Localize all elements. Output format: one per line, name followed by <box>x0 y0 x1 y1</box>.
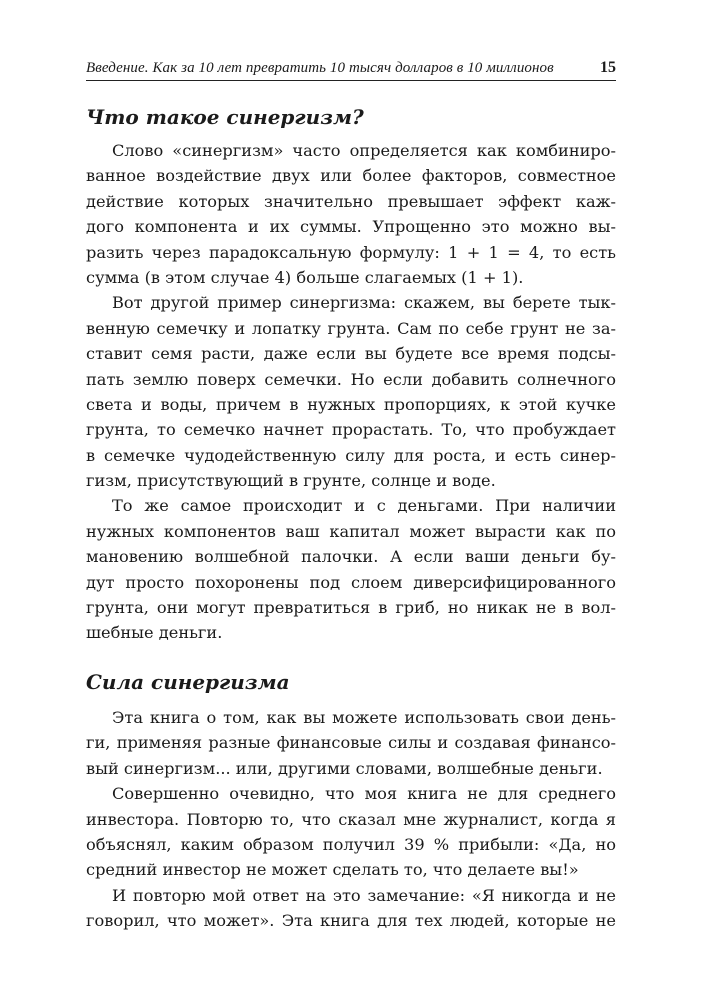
text-line: пать землю поверх семечки. Но если добавить солнечного <box>86 369 616 389</box>
text-line: ги, применяя разные финансовые силы и создавая финансо- <box>86 733 616 753</box>
section-body <box>86 138 616 646</box>
text-line: нужных компонентов ваш капитал может вырасти как по <box>86 521 616 541</box>
running-title: Введение. Как за 10 лет превратить 10 тысяч долларов в 10 миллионов <box>86 60 554 76</box>
section-body <box>86 705 616 934</box>
text-line: дого компонента и их суммы. Упрощенно это можно вы- <box>86 217 616 237</box>
section-heading: Сила синергизма <box>86 670 290 694</box>
text-line: средний инвестор не может сделать то, что делаете вы!» <box>86 860 579 880</box>
text-line: грунта, они могут превратиться в гриб, но никак не в вол- <box>86 598 616 618</box>
text-line: Эта книга о том, как вы можете использовать свои день- <box>112 708 616 727</box>
page-number: 15 <box>600 59 616 76</box>
text-line: гизм, присутствующий в грунте, солнце и воде. <box>86 471 496 491</box>
text-line: Слово «синергизм» часто определяется как комбиниро- <box>112 141 616 160</box>
text-line: действие которых значительно превышает эффект каж- <box>86 191 616 211</box>
text-line: венную семечку и лопатку грунта. Сам по себе грунт не за- <box>86 318 616 338</box>
text-line: сумма (в этом случае 4) больше слагаемых (1 + 1). <box>86 267 524 287</box>
text-line: ванное воздействие двух или более факторов, совместное <box>86 166 616 186</box>
text-line: Вот другой пример синергизма: скажем, вы берете тык- <box>112 293 616 313</box>
text-line: Совершенно очевидно, что моя книга не для среднего <box>112 784 616 804</box>
text-line: в семечке чудодейственную силу для роста, и есть синер- <box>86 445 616 465</box>
text-line: дут просто похоронены под слоем диверсифицированного <box>86 572 616 592</box>
running-header <box>86 58 616 81</box>
text-line: ставит семя расти, даже если вы будете все время подсы- <box>86 344 616 364</box>
text-line: света и воды, причем в нужных пропорциях, к этой кучке <box>86 394 616 414</box>
section-heading: Что такое синергизм? <box>86 105 364 129</box>
text-line: вый синергизм... или, другими словами, волшебные деньги. <box>86 758 603 778</box>
text-line: объяснял, каким образом получил 39 % прибыли: «Да, но <box>86 834 616 854</box>
text-line: То же самое происходит и с деньгами. При наличии <box>112 496 616 516</box>
text-line: грунта, то семечко начнет прорастать. То, что пробуждает <box>86 420 616 440</box>
text-line: инвестора. Повторю то, что сказал мне журналист, когда я <box>86 809 616 829</box>
text-line: шебные деньги. <box>86 623 223 643</box>
text-line: мановению волшебной палочки. А если ваши деньги бу- <box>86 547 616 567</box>
text-line: разить через парадоксальную формулу: 1 + 1 = 4, то есть <box>86 242 616 262</box>
text-line: И повторю мой ответ на это замечание: «Я никогда и не <box>112 885 616 905</box>
text-line: говорил, что может». Эта книга для тех людей, которые не <box>86 911 616 931</box>
